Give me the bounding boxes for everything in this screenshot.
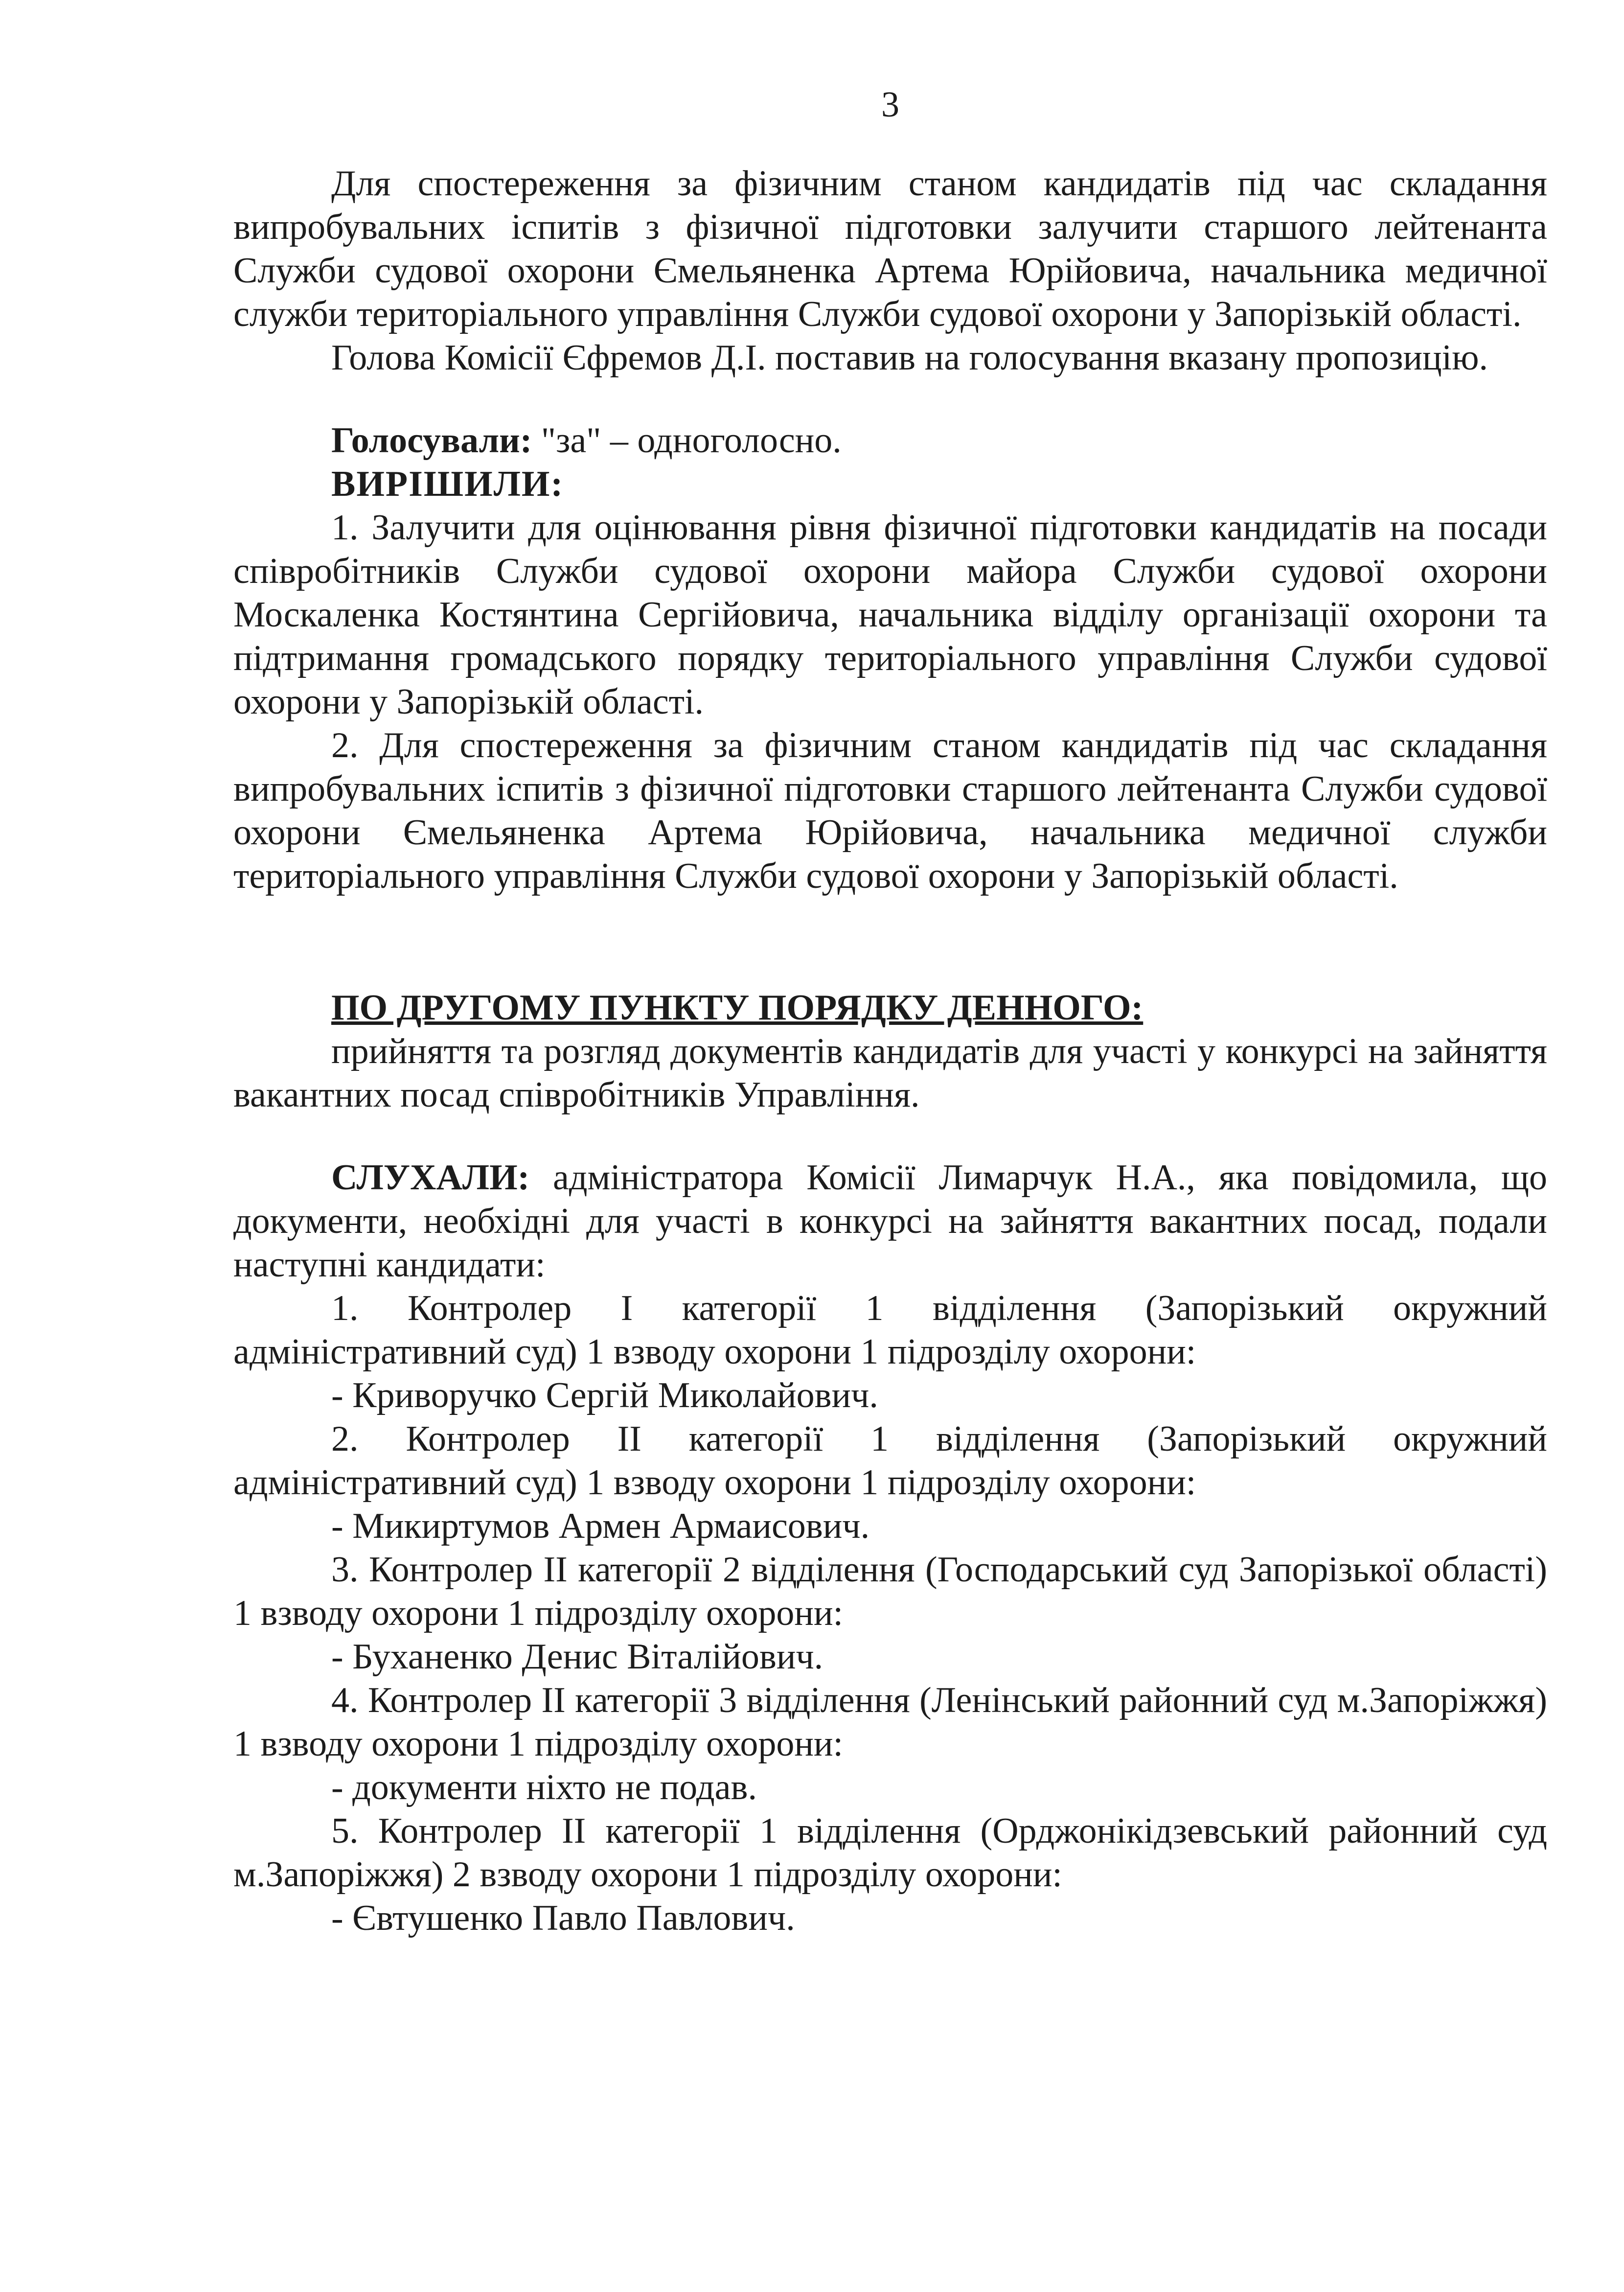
position-title: 2. Контролер ІІ категорії 1 відділення (Запорізький окружний адміністративний суд) 1 взводу охорони 1 підрозділу охорони: xyxy=(233,1419,1547,1503)
candidate-name: - Криворучко Сергій Миколайович. xyxy=(331,1375,878,1415)
intro-paragraph-1: Для спостереження за фізичним станом кандидатів під час складання випробувальних іспитів з фізичної підготовки залучити старшого лейтенанта Служби судової охорони Ємельяненка Артема Юрійовича, начальника медичної служби територіального управління Служби судової охорони у Запорізькій області. xyxy=(233,163,1547,334)
page-number: 3 xyxy=(881,85,899,125)
position-title: 5. Контролер ІІ категорії 1 відділення (Орджонікідзевський районний суд м.Запоріжжя) 2 взводу охорони 1 підрозділу охорони: xyxy=(233,1811,1547,1895)
heard-text: адміністратора Комісії Лимарчук Н.А., яка повідомила, що документи, необхідні для участі в конкурсі на зайняття вакантних посад, подали наступні кандидати: xyxy=(233,1158,1547,1285)
resolved-item-1: 1. Залучити для оцінювання рівня фізичної підготовки кандидатів на посади співробітників Служби судової охорони майора Служби судової охорони Москаленка Костянтина Сергійовича, начальника відділу організації охорони та підтримання громадського порядку територіального управління Служби судової охорони у Запорізькій області. xyxy=(233,508,1547,722)
candidate-name: - Буханенко Денис Віталійович. xyxy=(331,1637,823,1677)
heard-paragraph xyxy=(233,1156,1547,1287)
position-title: 1. Контролер І категорії 1 відділення (Запорізький окружний адміністративний суд) 1 взводу охорони 1 підрозділу охорони: xyxy=(233,1288,1547,1372)
section-subject: прийняття та розгляд документів кандидатів для участі у конкурсі на зайняття вакантних посад співробітників Управління. xyxy=(233,1031,1547,1115)
candidate-name: - документи ніхто не подав. xyxy=(331,1767,757,1807)
resolved-title: ВИРІШИЛИ: xyxy=(331,464,564,504)
vote-label: Голосували: xyxy=(331,420,532,461)
position-title: 3. Контролер ІІ категорії 2 відділення (Господарський суд Запорізької області) 1 взводу охорони 1 підрозділу охорони: xyxy=(233,1550,1547,1633)
candidate-name: - Микиртумов Армен Армаисович. xyxy=(331,1506,870,1546)
vote-result: "за" – одноголосно. xyxy=(541,420,842,461)
resolved-item-2: 2. Для спостереження за фізичним станом кандидатів під час складання випробувальних іспитів з фізичної підготовки старшого лейтенанта Служби судової охорони Ємельяненка Артема Юрійовича, начальника медичної служби територіального управління Служби судової охорони у Запорізькій області. xyxy=(233,725,1547,896)
intro-paragraph-2: Голова Комісії Єфремов Д.І. поставив на голосування вказану пропозицію. xyxy=(331,338,1488,378)
position-title: 4. Контролер ІІ категорії 3 відділення (Ленінський районний суд м.Запоріжжя) 1 взводу охорони 1 підрозділу охорони: xyxy=(233,1680,1547,1764)
candidate-name: - Євтушенко Павло Павлович. xyxy=(331,1898,795,1938)
heard-label: СЛУХАЛИ: xyxy=(331,1158,530,1198)
vote-line xyxy=(331,419,1547,463)
document-page xyxy=(233,83,1547,1940)
section-heading: ПО ДРУГОМУ ПУНКТУ ПОРЯДКУ ДЕННОГО: xyxy=(331,988,1144,1028)
